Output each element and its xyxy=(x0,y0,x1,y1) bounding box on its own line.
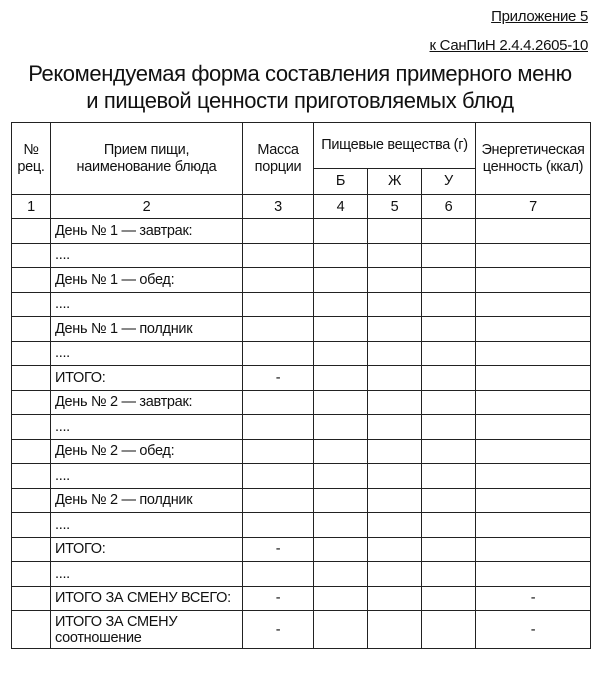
table-row xyxy=(12,366,591,391)
cell-mass: - xyxy=(243,366,314,391)
cell-carbs xyxy=(422,341,476,366)
table-row xyxy=(12,439,591,464)
cell-dish-name: ИТОГО ЗА СМЕНУ соотношение xyxy=(51,611,243,649)
cell-proteins xyxy=(314,317,368,342)
cell-carbs xyxy=(422,513,476,538)
cell-energy: - xyxy=(476,586,591,611)
cell-fats xyxy=(368,586,422,611)
cell-mass xyxy=(243,219,314,244)
cell-dish-name: .... xyxy=(51,415,243,440)
table-row xyxy=(12,268,591,293)
cell-mass xyxy=(243,317,314,342)
cell-carbs xyxy=(422,586,476,611)
cell-dish-name: ИТОГО ЗА СМЕНУ ВСЕГО: xyxy=(51,586,243,611)
cell-proteins xyxy=(314,219,368,244)
cell-rec-no xyxy=(12,464,51,489)
cell-proteins xyxy=(314,611,368,649)
cell-carbs xyxy=(422,562,476,587)
cell-mass xyxy=(243,562,314,587)
table-row xyxy=(12,513,591,538)
cell-rec-no xyxy=(12,243,51,268)
column-number: 4 xyxy=(314,195,368,219)
cell-dish-name: .... xyxy=(51,464,243,489)
cell-dish-name: ИТОГО: xyxy=(51,537,243,562)
cell-energy xyxy=(476,537,591,562)
cell-energy xyxy=(476,243,591,268)
cell-rec-no xyxy=(12,488,51,513)
cell-energy: - xyxy=(476,611,591,649)
cell-mass: - xyxy=(243,586,314,611)
cell-proteins xyxy=(314,537,368,562)
cell-mass: - xyxy=(243,537,314,562)
cell-dish-name: .... xyxy=(51,341,243,366)
cell-mass xyxy=(243,415,314,440)
cell-dish-name: День № 1 — завтрак: xyxy=(51,219,243,244)
table-row xyxy=(12,586,591,611)
table-row xyxy=(12,390,591,415)
table-row xyxy=(12,488,591,513)
cell-mass xyxy=(243,488,314,513)
cell-carbs xyxy=(422,439,476,464)
table-row xyxy=(12,562,591,587)
cell-carbs xyxy=(422,390,476,415)
cell-dish-name: .... xyxy=(51,292,243,317)
cell-carbs xyxy=(422,488,476,513)
header-energy: Энергетическая ценность (ккал) xyxy=(476,123,591,195)
cell-carbs xyxy=(422,317,476,342)
cell-fats xyxy=(368,464,422,489)
header-mass: Масса порции xyxy=(243,123,314,195)
header-proteins: Б xyxy=(314,169,368,195)
table-row xyxy=(12,415,591,440)
cell-proteins xyxy=(314,513,368,538)
cell-rec-no xyxy=(12,439,51,464)
cell-mass xyxy=(243,390,314,415)
cell-energy xyxy=(476,390,591,415)
table-row xyxy=(12,611,591,649)
cell-energy xyxy=(476,219,591,244)
table-row xyxy=(12,464,591,489)
cell-dish-name: .... xyxy=(51,513,243,538)
cell-energy xyxy=(476,439,591,464)
cell-fats xyxy=(368,219,422,244)
cell-carbs xyxy=(422,243,476,268)
cell-dish-name: .... xyxy=(51,243,243,268)
cell-mass xyxy=(243,439,314,464)
cell-fats xyxy=(368,513,422,538)
document-title xyxy=(0,60,600,114)
cell-energy xyxy=(476,292,591,317)
cell-rec-no xyxy=(12,292,51,317)
cell-rec-no xyxy=(12,611,51,649)
cell-fats xyxy=(368,537,422,562)
cell-fats xyxy=(368,415,422,440)
cell-mass xyxy=(243,243,314,268)
table-row xyxy=(12,317,591,342)
cell-rec-no xyxy=(12,513,51,538)
cell-proteins xyxy=(314,586,368,611)
cell-proteins xyxy=(314,268,368,293)
cell-fats xyxy=(368,317,422,342)
cell-dish-name: День № 2 — полдник xyxy=(51,488,243,513)
cell-energy xyxy=(476,268,591,293)
cell-carbs xyxy=(422,268,476,293)
cell-energy xyxy=(476,366,591,391)
cell-mass: - xyxy=(243,611,314,649)
cell-proteins xyxy=(314,341,368,366)
cell-dish-name: ИТОГО: xyxy=(51,366,243,391)
column-number: 7 xyxy=(476,195,591,219)
header-carbs: У xyxy=(422,169,476,195)
cell-proteins xyxy=(314,390,368,415)
cell-fats xyxy=(368,439,422,464)
cell-proteins xyxy=(314,562,368,587)
table-row xyxy=(12,219,591,244)
table-row xyxy=(12,341,591,366)
cell-carbs xyxy=(422,415,476,440)
header-fats: Ж xyxy=(368,169,422,195)
cell-rec-no xyxy=(12,415,51,440)
column-number: 5 xyxy=(368,195,422,219)
cell-mass xyxy=(243,341,314,366)
cell-fats xyxy=(368,366,422,391)
cell-energy xyxy=(476,562,591,587)
appendix-label: Приложение 5 xyxy=(491,8,588,25)
cell-fats xyxy=(368,562,422,587)
regulation-reference: к СанПиН 2.4.4.2605-10 xyxy=(429,37,588,54)
cell-mass xyxy=(243,292,314,317)
cell-dish-name: День № 2 — завтрак: xyxy=(51,390,243,415)
cell-carbs xyxy=(422,537,476,562)
header-meal: Прием пищи, наименование блюда xyxy=(51,123,243,195)
cell-fats xyxy=(368,341,422,366)
header-nutrients: Пищевые вещества (г) xyxy=(314,123,476,169)
cell-fats xyxy=(368,268,422,293)
cell-mass xyxy=(243,268,314,293)
cell-mass xyxy=(243,464,314,489)
column-number: 2 xyxy=(51,195,243,219)
cell-fats xyxy=(368,611,422,649)
cell-mass xyxy=(243,513,314,538)
cell-energy xyxy=(476,415,591,440)
cell-rec-no xyxy=(12,219,51,244)
cell-proteins xyxy=(314,415,368,440)
header-rec-no: № рец. xyxy=(12,123,51,195)
cell-carbs xyxy=(422,611,476,649)
cell-proteins xyxy=(314,464,368,489)
cell-rec-no xyxy=(12,366,51,391)
cell-dish-name: .... xyxy=(51,562,243,587)
cell-rec-no xyxy=(12,390,51,415)
cell-energy xyxy=(476,464,591,489)
cell-rec-no xyxy=(12,268,51,293)
column-number: 3 xyxy=(243,195,314,219)
cell-fats xyxy=(368,292,422,317)
cell-fats xyxy=(368,390,422,415)
cell-dish-name: День № 1 — полдник xyxy=(51,317,243,342)
cell-carbs xyxy=(422,292,476,317)
cell-carbs xyxy=(422,366,476,391)
cell-rec-no xyxy=(12,317,51,342)
menu-table xyxy=(11,122,591,649)
cell-rec-no xyxy=(12,586,51,611)
table-row xyxy=(12,537,591,562)
cell-dish-name: День № 2 — обед: xyxy=(51,439,243,464)
cell-dish-name: День № 1 — обед: xyxy=(51,268,243,293)
cell-energy xyxy=(476,488,591,513)
column-number: 6 xyxy=(422,195,476,219)
table-row xyxy=(12,292,591,317)
menu-table-body xyxy=(12,219,591,649)
cell-energy xyxy=(476,317,591,342)
cell-proteins xyxy=(314,292,368,317)
title-line-1: Рекомендуемая форма составления примерного меню xyxy=(28,61,572,86)
cell-energy xyxy=(476,341,591,366)
cell-energy xyxy=(476,513,591,538)
cell-proteins xyxy=(314,439,368,464)
cell-proteins xyxy=(314,366,368,391)
cell-rec-no xyxy=(12,341,51,366)
column-number: 1 xyxy=(12,195,51,219)
cell-fats xyxy=(368,243,422,268)
cell-proteins xyxy=(314,488,368,513)
title-line-2: и пищевой ценности приготовляемых блюд xyxy=(86,88,514,113)
cell-fats xyxy=(368,488,422,513)
cell-carbs xyxy=(422,219,476,244)
cell-rec-no xyxy=(12,537,51,562)
cell-rec-no xyxy=(12,562,51,587)
table-row xyxy=(12,243,591,268)
cell-proteins xyxy=(314,243,368,268)
column-numbers-row xyxy=(12,195,591,219)
cell-carbs xyxy=(422,464,476,489)
